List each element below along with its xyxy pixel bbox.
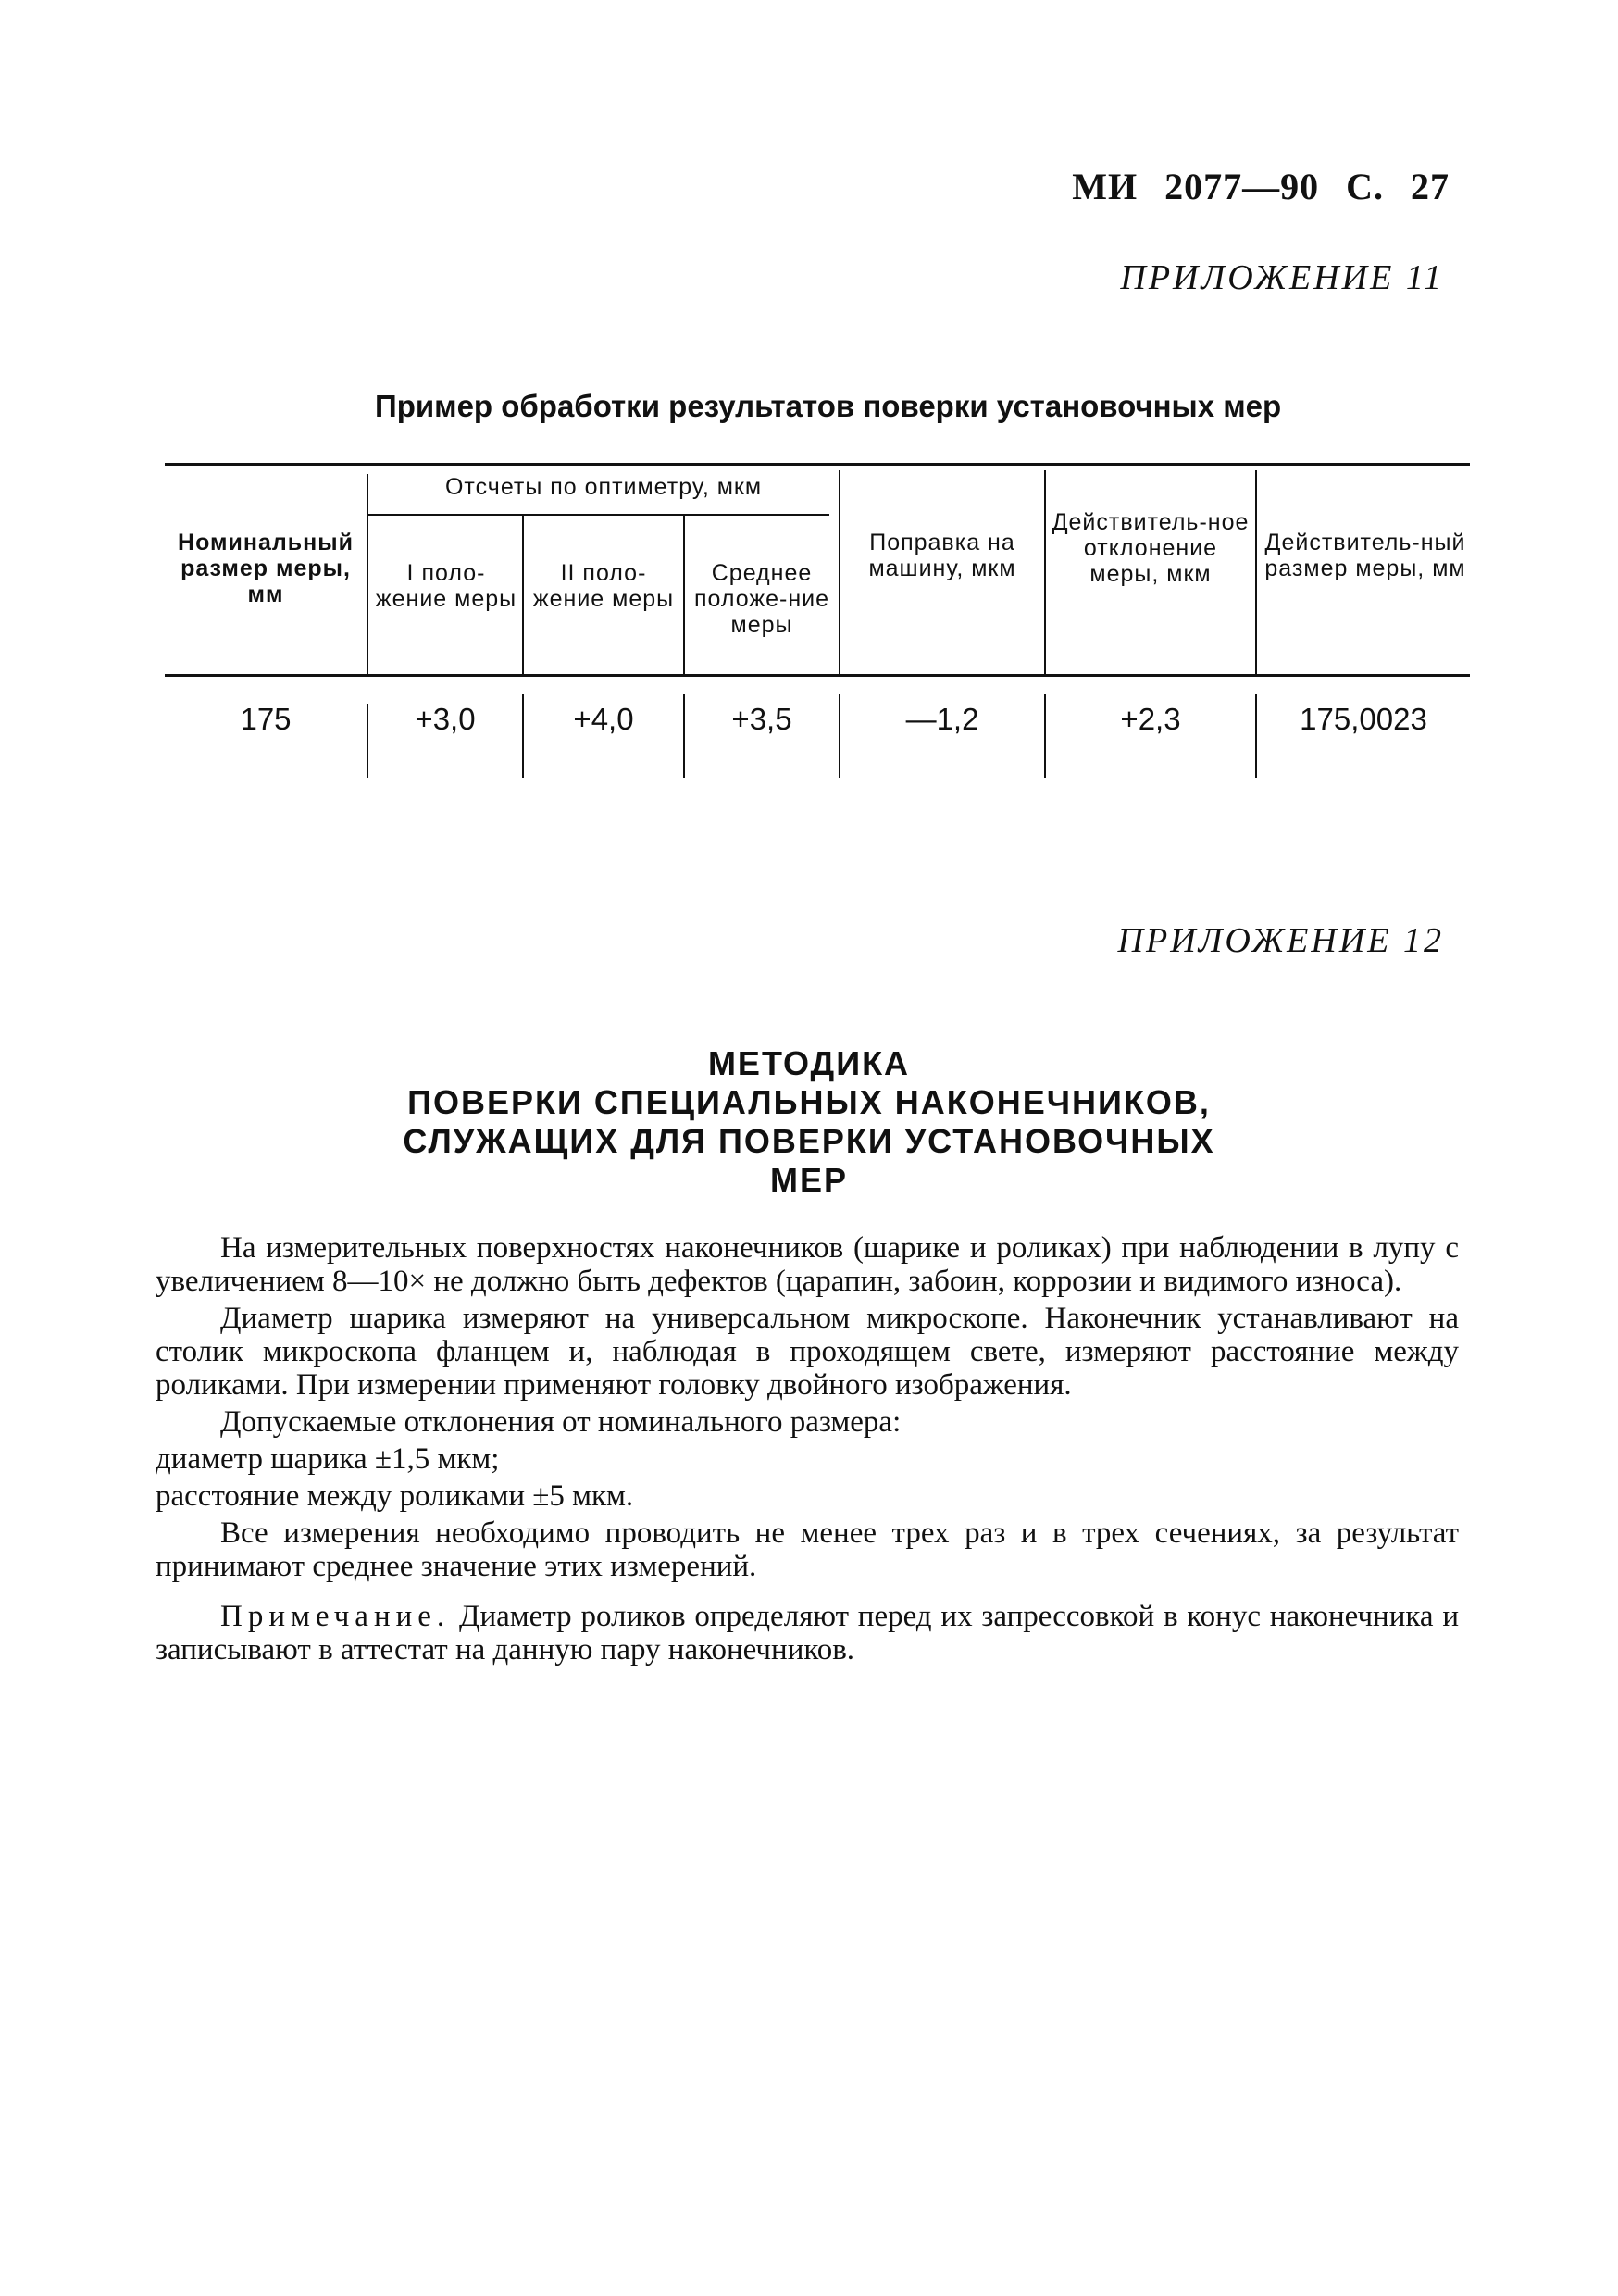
note-label: Примечание.	[220, 1600, 451, 1633]
group-header-rule	[367, 514, 829, 516]
note	[156, 1600, 1459, 1666]
cell-deviation: +2,3	[1120, 702, 1181, 736]
note-text: Диаметр роликов определяют перед их запрессовкой в конус наконечника и записывают в аттестат на данную пару наконечников.	[156, 1600, 1460, 1666]
paragraph: Допускаемые отклонения от номинального размера:	[220, 1405, 902, 1439]
cell-position-2: +4,0	[573, 702, 634, 736]
col-divider	[367, 474, 368, 674]
col-divider	[522, 516, 524, 674]
header-bottom-rule	[165, 674, 1470, 677]
appendix-11-label: ПРИЛОЖЕНИЕ 11	[1120, 258, 1444, 297]
table-top-rule	[165, 463, 1470, 466]
doc-code: МИ	[1072, 166, 1139, 207]
col-divider	[683, 516, 685, 674]
header-optimeter-group: Отсчеты по оптиметру, мкм	[444, 474, 763, 500]
title-line: ПОВЕРКИ СПЕЦИАЛЬНЫХ НАКОНЕЧНИКОВ,	[407, 1083, 1211, 1121]
page-label: С.	[1346, 166, 1384, 207]
results-table	[165, 463, 1470, 787]
appendix-12-label: ПРИЛОЖЕНИЕ 12	[1117, 921, 1444, 960]
header-actual-deviation: Действитель-ное отклонение меры, мкм	[1052, 509, 1250, 587]
doc-number: 2077—90	[1164, 166, 1320, 207]
header-actual-size: Действитель-ный размер меры, мм	[1264, 530, 1466, 581]
header-machine-correction: Поправка на машину, мкм	[868, 530, 1016, 581]
paragraph: Все измерения необходимо проводить не менее трех раз и в трех сечениях, за результат принимают среднее значение этих измерений.	[156, 1516, 1459, 1583]
tolerance-line: расстояние между роликами ±5 мкм.	[156, 1479, 634, 1513]
cell-nominal: 175	[240, 702, 292, 736]
methodology-title	[0, 1044, 1618, 1200]
cell-position-1: +3,0	[415, 702, 476, 736]
col-divider	[1044, 470, 1046, 674]
title-line: МЕР	[769, 1161, 848, 1199]
cell-actual-size: 175,0023	[1300, 702, 1427, 736]
cell-average: +3,5	[731, 702, 792, 736]
cell-correction: —1,2	[905, 702, 979, 736]
header-position-2: II поло-жение меры	[532, 560, 675, 612]
title-line: СЛУЖАЩИХ ДЛЯ ПОВЕРКИ УСТАНОВОЧНЫХ	[403, 1122, 1215, 1160]
table-title: Пример обработки результатов поверки установочных мер	[375, 389, 1282, 423]
header-position-1: I поло-жение меры	[375, 560, 517, 612]
page-number: 27	[1411, 166, 1450, 207]
header-average-position: Среднее положе-ние меры	[693, 560, 829, 638]
paragraph: Диаметр шарика измеряют на универсальном микроскопе. Наконечник устанавливают на столик микроскопа фланцем и, наблюдая в проходящем свете, измеряют расстояние между роликами. При измерении применяют головку двойного изображения.	[156, 1302, 1459, 1402]
page-header	[1072, 165, 1450, 208]
header-nominal-size: Номинальный размер меры, мм	[178, 530, 354, 607]
col-divider	[1255, 470, 1257, 674]
col-divider	[839, 470, 840, 674]
paragraph: На измерительных поверхностях наконечников (шарике и роликах) при наблюдении в лупу с увеличением 8—10× не должно быть дефектов (царапин, забоин, коррозии и видимого износа).	[156, 1231, 1459, 1298]
methodology-body	[156, 1231, 1459, 1670]
title-line: МЕТОДИКА	[707, 1044, 911, 1082]
tolerance-line: диаметр шарика ±1,5 мкм;	[156, 1442, 500, 1476]
